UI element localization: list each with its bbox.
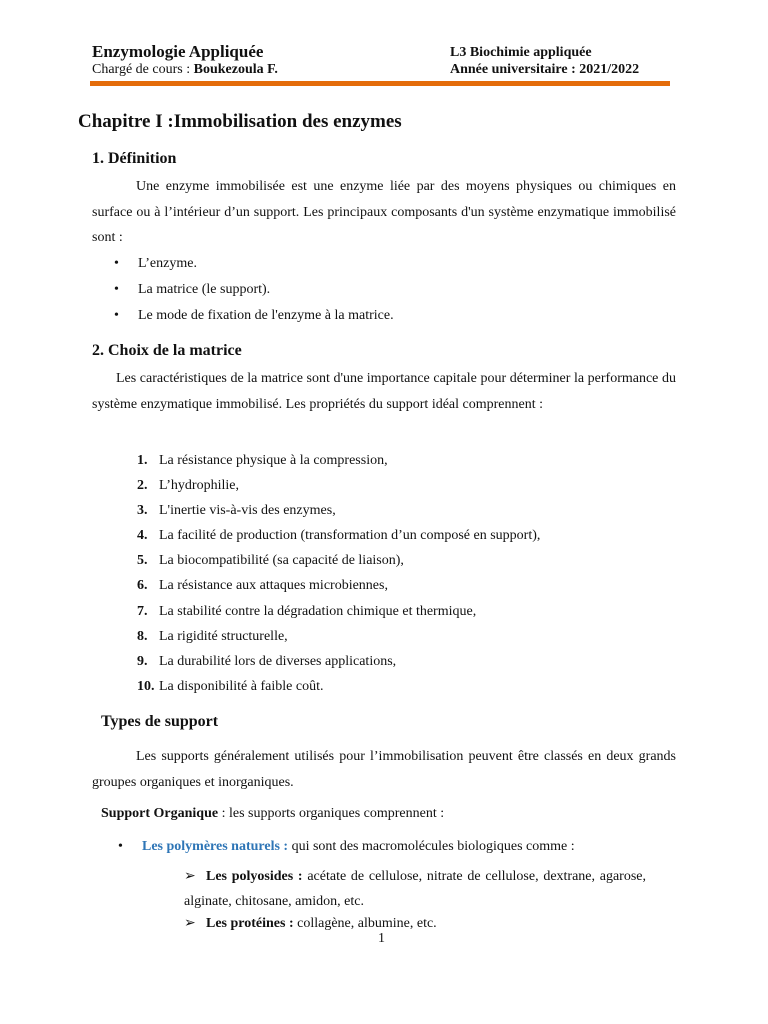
support-types-paragraph: Les supports généralement utilisés pour l’immobilisation peuvent être classés en deux grands groupes organiques et inorganiques. — [92, 749, 676, 790]
list-item: • Les polymères naturels : qui sont des macromolécules biologiques comme : — [118, 839, 575, 854]
list-item: 10. La disponibilité à faible coût. — [137, 679, 324, 694]
organic-support-label: Support Organique — [101, 806, 219, 821]
lecturer-name: Boukezoula F. — [193, 62, 278, 77]
organic-support-line: Support Organique : les supports organiques comprennent : — [101, 806, 445, 821]
section-support-types-title: Types de support — [101, 713, 219, 730]
list-item: 6. La résistance aux attaques microbiennes, — [137, 578, 388, 593]
arrow-bullet-icon: ➢ — [184, 916, 196, 931]
list-item: ➢ Les protéines : collagène, albumine, etc. — [184, 916, 437, 931]
list-item: 3. L'inertie vis-à-vis des enzymes, — [137, 503, 336, 518]
chapter-title: Chapitre I :Immobilisation des enzymes — [78, 111, 402, 132]
arrow-bullet-icon: ➢ — [184, 869, 196, 884]
list-item: 9. La durabilité lors de diverses applications, — [137, 654, 397, 669]
page-number: 1 — [378, 931, 385, 946]
bullet-icon: • — [118, 839, 123, 854]
list-item: 4. La facilité de production (transformation d’un composé en support), — [137, 528, 541, 543]
list-item: 5. La biocompatibilité (sa capacité de liaison), — [137, 553, 404, 568]
bullet-icon: • — [114, 256, 119, 271]
list-item: 7. La stabilité contre la dégradation chimique et thermique, — [137, 604, 477, 619]
list-item: • L’enzyme. — [114, 256, 197, 271]
matrix-paragraph: Les caractéristiques de la matrice sont d'une importance capitale pour déterminer la performance du système enzymatique immobilisé. Les propriétés du support idéal comprennent : — [92, 371, 676, 412]
polysaccharides-label: Les polyosides : — [206, 869, 303, 884]
proteins-label: Les protéines : — [206, 916, 294, 931]
bullet-icon: • — [114, 308, 119, 323]
natural-polymers-label: Les polymères naturels : — [142, 839, 289, 854]
lecturer-line — [92, 62, 278, 78]
section-definition-title: 1. Définition — [92, 150, 177, 167]
list-item: 8. La rigidité structurelle, — [137, 629, 288, 644]
section-matrix-title: 2. Choix de la matrice — [92, 342, 242, 359]
course-title: Enzymologie Appliquée — [92, 42, 264, 61]
header-rule — [90, 81, 670, 86]
bullet-icon: • — [114, 282, 119, 297]
list-item: ➢ Les polyosides : acétate de cellulose, nitrate de cellulose, dextrane, agarose, alginate, chitosane, amidon, etc. — [184, 864, 646, 914]
list-item: 1. La résistance physique à la compression, — [137, 453, 388, 468]
academic-year: Année universitaire : 2021/2022 — [450, 62, 640, 77]
course-level: L3 Biochimie appliquée — [450, 45, 592, 60]
lecturer-label: Chargé de cours : — [92, 62, 194, 77]
list-item: • La matrice (le support). — [114, 282, 271, 297]
definition-paragraph: Une enzyme immobilisée est une enzyme liée par des moyens physiques ou chimiques en surface ou à l’intérieur d’un support. Les principaux composants d'un système enzymatique immobilisé sont : — [92, 179, 676, 245]
list-item: • Le mode de fixation de l'enzyme à la matrice. — [114, 308, 394, 323]
list-item: 2. L’hydrophilie, — [137, 478, 239, 493]
